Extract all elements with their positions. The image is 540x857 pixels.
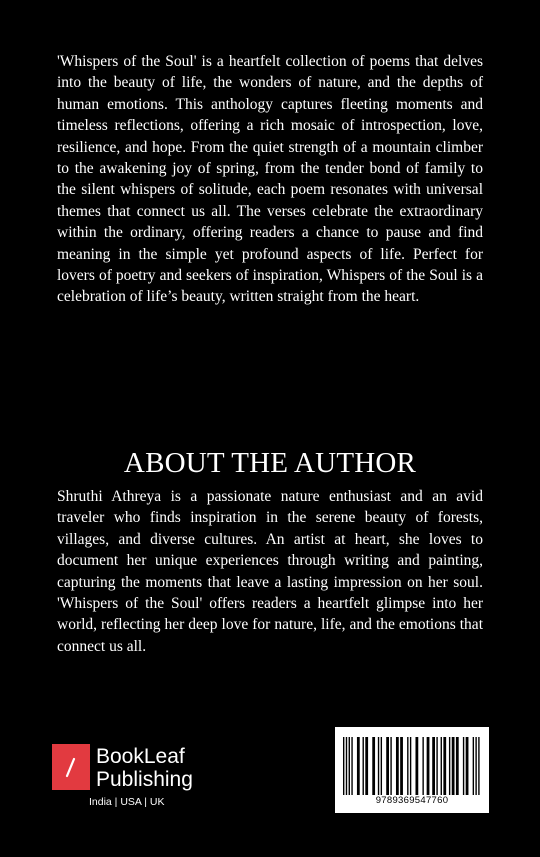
barcode-bars bbox=[343, 737, 481, 795]
barcode-bar bbox=[443, 737, 446, 795]
publisher-name-line2: Publishing bbox=[96, 768, 193, 791]
barcode-bar bbox=[478, 737, 479, 795]
barcode-bar bbox=[427, 737, 430, 795]
publisher-name-line1: BookLeaf bbox=[96, 745, 185, 768]
barcode-bar bbox=[386, 737, 389, 795]
barcode-bar bbox=[346, 737, 347, 795]
barcode-bar bbox=[400, 737, 403, 795]
barcode-bar bbox=[365, 737, 368, 795]
publisher-name bbox=[96, 745, 193, 791]
barcode-bar bbox=[349, 737, 350, 795]
barcode-bar bbox=[473, 737, 474, 795]
barcode-bar bbox=[415, 737, 418, 795]
barcode-bar bbox=[396, 737, 399, 795]
barcode-bar bbox=[357, 737, 360, 795]
back-cover-blurb: 'Whispers of the Soul' is a heartfelt collection of poems that delves into the beauty of life, the wonders of nature, and the depths of human emotions. This anthology captures fleeting moments and timeless reflections, offering a rich mosaic of introspection, love, resilience, and hope. From the quiet strength of a mountain climber to the awakening joy of spring, from the tender bond of family to the silent whispers of solitude, each poem resonates with universal themes that connect us all. The verses celebrate the extraordinary within the ordinary, offering readers a chance to pause and find meaning in the simple yet profound aspects of life. Perfect for lovers of poetry and seekers of inspiration, Whispers of the Soul is a celebration of life’s beauty, written straight from the heart. bbox=[57, 53, 483, 306]
isbn-barcode bbox=[335, 727, 489, 813]
barcode-bar bbox=[452, 737, 455, 795]
publisher-regions: India | USA | UK bbox=[89, 796, 165, 808]
barcode-bar bbox=[436, 737, 437, 795]
publisher-logo-mark bbox=[52, 744, 90, 790]
barcode-bar bbox=[378, 737, 379, 795]
barcode-bar bbox=[351, 737, 352, 795]
barcode-bar bbox=[466, 737, 469, 795]
barcode-bar bbox=[363, 737, 364, 795]
barcode-bar bbox=[343, 737, 344, 795]
barcode-bar bbox=[381, 737, 382, 795]
barcode-bar bbox=[432, 737, 435, 795]
slash-icon bbox=[52, 744, 90, 790]
barcode-bar bbox=[441, 737, 442, 795]
author-bio: Shruthi Athreya is a passionate nature enthusiast and an avid traveler who finds inspiration in the serene beauty of forests, villages, and diverse cultures. An artist at heart, she loves to document her unique experiences through writing and painting, capturing the moments that leave a lasting impression on her soul. 'Whispers of the Soul' offers readers a heartfelt glimpse into her world, reflecting her deep love for nature, life, and the emotions that connect us all. bbox=[57, 488, 483, 655]
barcode-bar bbox=[456, 737, 459, 795]
barcode-bar bbox=[410, 737, 411, 795]
barcode-bar bbox=[475, 737, 476, 795]
about-author-heading: ABOUT THE AUTHOR bbox=[123, 447, 417, 479]
barcode-bar bbox=[407, 737, 408, 795]
barcode-bar bbox=[449, 737, 450, 795]
barcode-bar bbox=[463, 737, 464, 795]
barcode-bar bbox=[372, 737, 375, 795]
isbn-number: 9789369547760 bbox=[375, 795, 449, 806]
barcode-bar bbox=[422, 737, 423, 795]
publisher-logo bbox=[52, 744, 212, 814]
barcode-bar bbox=[390, 737, 391, 795]
